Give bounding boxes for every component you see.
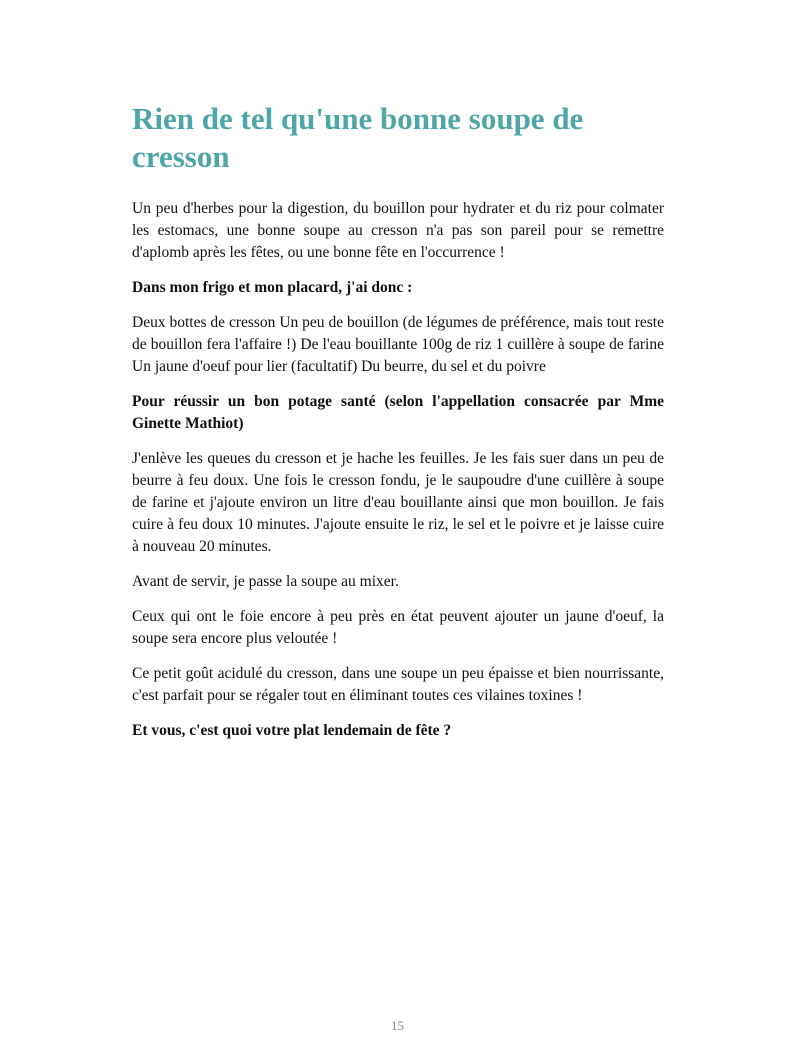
- method-paragraph-2: Avant de servir, je passe la soupe au mixer.: [132, 573, 399, 590]
- ingredients-paragraph: Deux bottes de cresson Un peu de bouillon (de légumes de préférence, mais tout reste de bouillon fera l'affaire !) De l'eau bouillante 100g de riz 1 cuillère à soupe de farine Un jaune d'oeuf pour lier (facultatif) Du beurre, du sel et du poivre: [132, 314, 664, 375]
- method-paragraph-3: Ceux qui ont le foie encore à peu près en état peuvent ajouter un jaune d'oeuf, la soupe sera encore plus veloutée !: [132, 608, 664, 647]
- recipe-page: [132, 100, 664, 755]
- page-title: Rien de tel qu'une bonne soupe de cresson: [132, 101, 584, 174]
- page-number: 15: [391, 1018, 404, 1033]
- method-paragraph-4: Ce petit goût acidulé du cresson, dans une soupe un peu épaisse et bien nourrissante, c'est parfait pour se régaler tout en éliminant toutes ces vilaines toxines !: [132, 665, 664, 704]
- intro-paragraph: Un peu d'herbes pour la digestion, du bouillon pour hydrater et du riz pour colmater les estomacs, une bonne soupe au cresson n'a pas son pareil pour se remettre d'aplomb après les fêtes, ou une bonne fête en l'occurrence !: [132, 200, 664, 261]
- method-heading: Pour réussir un bon potage santé (selon l'appellation consacrée par Mme Ginette Mathiot): [132, 393, 664, 432]
- closing-question: Et vous, c'est quoi votre plat lendemain de fête ?: [132, 722, 452, 739]
- method-paragraph-1: J'enlève les queues du cresson et je hache les feuilles. Je les fais suer dans un peu de beurre à feu doux. Une fois le cresson fondu, je le saupoudre d'une cuillère à soupe de farine et j'ajoute environ un litre d'eau bouillante ainsi que mon bouillon. Je fais cuire à feu doux 10 minutes. J'ajoute ensuite le riz, le sel et le poivre et je laisse cuire à nouveau 20 minutes.: [132, 450, 664, 555]
- ingredients-heading: Dans mon frigo et mon placard, j'ai donc :: [132, 279, 413, 296]
